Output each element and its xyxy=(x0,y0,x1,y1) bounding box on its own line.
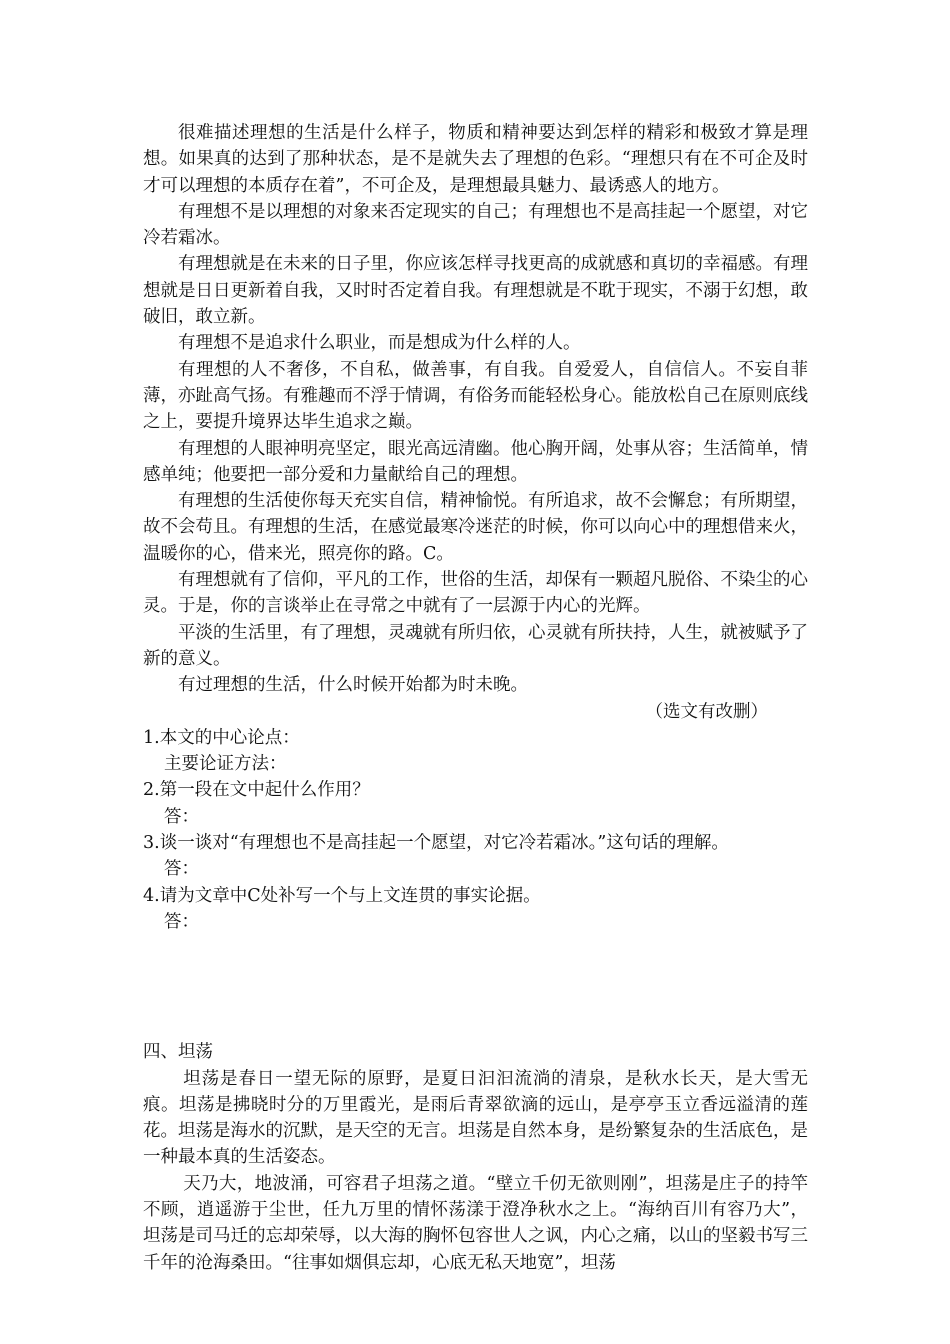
source-note: （选文有改删） xyxy=(645,701,768,722)
paragraph: 很难描述理想的生活是什么样子，物质和精神要达到怎样的精彩和极致才算是理想。如果真的达到了那种状态，是不是就失去了理想的色彩。“理想只有在不可企及时才可以理想的本质存在着”，不可企及，是理想最具魅力、最诱惑人的地方。 xyxy=(143,123,808,196)
paragraph: 有过理想的生活，什么时候开始都为时未晚。 xyxy=(178,675,528,696)
section-heading: 四、坦荡 xyxy=(143,1042,213,1063)
document-body xyxy=(143,120,808,1276)
paragraph: 有理想就有了信仰，平凡的工作，世俗的生活，却保有一颗超凡脱俗、不染尘的心灵。于是，你的言谈举止在寻常之中就有了一层源于内心的光辉。 xyxy=(143,570,808,617)
paragraph: 天乃大，地波涌，可容君子坦荡之道。“壁立千仞无欲则刚”，坦荡是庄子的持竿不顾，逍遥游于尘世，任九万里的情怀荡漾于澄净秋水之上。“海纳百川有容乃大”，坦荡是司马迁的忘却荣辱，以大海的胸怀包容世人之讽，内心之痛，以山的坚毅书写三千年的沧海桑田。“往事如烟俱忘却，心底无私天地宽”，坦荡 xyxy=(143,1173,808,1273)
question-2: 2.第一段在文中起什么作用？ xyxy=(143,780,370,801)
paragraph: 有理想就是在未来的日子里，你应该怎样寻找更高的成就感和真切的幸福感。有理想就是日日更新着自我，又时时否定着自我。有理想就是不耽于现实，不溺于幻想，敢破旧，敢立新。 xyxy=(143,254,808,328)
paragraph: 有理想不是追求什么职业，而是想成为什么样的人。 xyxy=(178,333,581,354)
question-4: 4.请为文章中C处补写一个与上文连贯的事实论据。 xyxy=(143,885,541,906)
paragraph: 坦荡是春日一望无际的原野，是夏日汩汩流淌的清泉，是秋水长天，是大雪无痕。坦荡是拂晓时分的万里霞光，是雨后青翠欲滴的远山，是亭亭玉立香远溢清的莲花。坦荡是海水的沉默，是天空的无言。坦荡是自然本身，是纷繁复杂的生活底色，是一种最本真的生活姿态。 xyxy=(143,1068,808,1168)
paragraph: 有理想不是以理想的对象来否定现实的自己；有理想也不是高挂起一个愿望，对它冷若霜冰。 xyxy=(143,201,808,249)
answer-line-1: 主要论证方法： xyxy=(164,754,287,775)
paragraph: 有理想的人眼神明亮坚定，眼光高远清幽。他心胸开阔，处事从容；生活简单，情感单纯；他要把一部分爱和力量献给自己的理想。 xyxy=(143,438,808,485)
question-3: 3.谈一谈对“有理想也不是高挂起一个愿望，对它冷若霜冰。”这句话的理解。 xyxy=(143,833,729,854)
paragraph: 平淡的生活里，有了理想，灵魂就有所归依，心灵就有所扶持，人生，就被赋予了新的意义。 xyxy=(143,622,808,669)
answer-line-3: 答： xyxy=(164,859,199,880)
question-1: 1.本文的中心论点： xyxy=(143,727,300,748)
paragraph: 有理想的生活使你每天充实自信，精神愉悦。有所追求，故不会懈怠；有所期望，故不会苟且。有理想的生活，在感觉最寒冷迷茫的时候，你可以向心中的理想借来火，温暖你的心，借来光，照亮你的路。C。 xyxy=(143,491,808,564)
paragraph: 有理想的人不奢侈，不自私，做善事，有自我。自爱爱人，自信信人。不妄自菲薄，亦趾高气扬。有雅趣而不浮于情调，有俗务而能轻松身心。能放松自己在原则底线之上，要提升境界达毕生追求之巅。 xyxy=(143,359,808,433)
blank-space xyxy=(143,935,808,1039)
answer-line-2: 答： xyxy=(164,806,199,827)
answer-line-4: 答： xyxy=(164,911,199,932)
